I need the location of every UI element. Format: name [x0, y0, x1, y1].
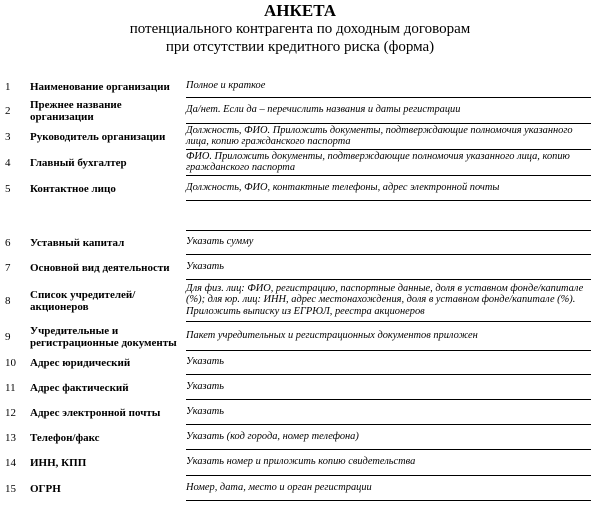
row-label	[30, 124, 180, 150]
row-label	[30, 476, 180, 501]
row-number: 3	[5, 131, 11, 143]
row-number: 10	[5, 357, 16, 369]
row-number: 13	[5, 431, 16, 444]
row-value-text: Полное и краткое	[186, 80, 266, 92]
row-label	[30, 76, 180, 98]
row-number: 7	[5, 261, 11, 274]
row-number: 5	[5, 182, 11, 195]
row-value-field	[186, 150, 591, 176]
row-label-text: ИНН, КПП	[30, 457, 87, 469]
form-header	[0, 0, 600, 56]
row-label	[30, 98, 180, 124]
row-value-field	[186, 255, 591, 280]
table-row	[0, 124, 600, 150]
row-label-text: Главный бухгалтер	[30, 157, 127, 169]
row-label-text: Учредительные и регистрационные документы	[30, 324, 177, 349]
row-label	[30, 351, 180, 375]
row-value-text: Для физ. лиц: ФИО, регистрацию, паспортные данные, доля в уставном фонде/капитале (%); для юр. лиц: ИНН, адрес местонахождения, доля в уставном фонде/капитале (%). Приложить выписку из ЕГРЮЛ, реестра акционеров	[186, 282, 584, 317]
row-label	[30, 150, 180, 176]
row-value-text: Указать	[186, 260, 225, 272]
table-row	[0, 98, 600, 124]
table-row	[0, 76, 600, 98]
row-value-field	[186, 280, 591, 322]
row-label-text: Наименование организации	[30, 81, 170, 93]
form-title: АНКЕТА	[264, 1, 336, 20]
row-label	[30, 375, 180, 400]
row-label	[30, 450, 180, 476]
row-label-text: Руководитель организации	[30, 131, 166, 143]
row-value-text: Указать	[186, 356, 225, 368]
row-label-text: Адрес фактический	[30, 381, 129, 394]
row-value-field	[186, 425, 591, 450]
row-number: 8	[5, 295, 11, 307]
table-row	[0, 280, 600, 322]
table-row	[0, 425, 600, 450]
row-value-field	[186, 76, 591, 98]
row-value-text: ФИО. Приложить документы, подтверждающие полномочия указанного лица, копию гражданского паспорта	[186, 150, 570, 173]
row-value-field	[186, 231, 591, 255]
table-row	[0, 201, 600, 231]
table-row	[0, 322, 600, 351]
table-row	[0, 476, 600, 501]
row-label	[30, 201, 180, 231]
row-value-text: Указать сумму	[186, 236, 254, 248]
table-row	[0, 400, 600, 425]
row-value-field	[186, 201, 591, 231]
row-label-text: Адрес электронной почты	[30, 406, 161, 419]
row-label	[30, 176, 180, 201]
row-number: 15	[5, 482, 16, 495]
row-number: 2	[5, 105, 11, 117]
row-value-text: Пакет учредительных и регистрационных документов приложен	[186, 329, 478, 341]
row-number: 14	[5, 457, 16, 469]
table-row	[0, 150, 600, 176]
row-label-text: Основной вид деятельности	[30, 261, 170, 274]
row-number: 12	[5, 406, 16, 419]
row-number: 6	[5, 237, 11, 249]
row-value-field	[186, 476, 591, 501]
row-label	[30, 400, 180, 425]
row-value-text: Указать	[186, 405, 225, 417]
row-number: 9	[5, 330, 11, 343]
row-value-field	[186, 98, 591, 124]
row-label-text: Адрес юридический	[30, 357, 131, 369]
row-value-text: Да/нет. Если да – перечислить названия и даты регистрации	[186, 104, 461, 116]
row-label	[30, 255, 180, 280]
row-label	[30, 425, 180, 450]
row-value-field	[186, 450, 591, 476]
table-row	[0, 375, 600, 400]
table-row	[0, 255, 600, 280]
table-row	[0, 176, 600, 201]
form-subtitle-line-1: потенциального контрагента по доходным договорам	[129, 21, 471, 37]
row-label-text: Прежнее название организации	[30, 99, 122, 123]
row-value-field	[186, 322, 591, 351]
row-label-text: Контактное лицо	[30, 182, 116, 195]
row-label-text: Уставный капитал	[30, 237, 125, 249]
row-value-field	[186, 400, 591, 425]
row-value-text: Номер, дата, место и орган регистрации	[186, 481, 372, 493]
row-label-text: ОГРН	[30, 482, 61, 495]
row-value-field	[186, 351, 591, 375]
row-value-text: Должность, ФИО. Приложить документы, подтверждающие полномочия указанного лица, копию гражданского паспорта	[186, 124, 573, 147]
row-value-text: Должность, ФИО, контактные телефоны, адрес электронной почты	[186, 181, 500, 193]
row-value-field	[186, 375, 591, 400]
row-label	[30, 280, 180, 322]
row-value-text: Указать номер и приложить копию свидетельства	[186, 456, 416, 468]
row-number: 11	[5, 381, 16, 394]
row-value-text: Указать	[186, 380, 225, 392]
row-label	[30, 231, 180, 255]
row-value-field	[186, 124, 591, 150]
table-row	[0, 351, 600, 375]
row-number: 1	[5, 81, 11, 93]
row-value-text: Указать (код города, номер телефона)	[186, 430, 359, 442]
row-value-field	[186, 176, 591, 201]
row-label	[30, 322, 180, 351]
row-number: 4	[5, 157, 11, 169]
form-subtitle-line-2: при отсутствии кредитного риска (форма)	[165, 39, 435, 55]
row-label-text: Список учредителей/акционеров	[30, 289, 136, 313]
row-label-text: Телефон/факс	[30, 431, 100, 444]
table-row	[0, 450, 600, 476]
table-row	[0, 231, 600, 255]
